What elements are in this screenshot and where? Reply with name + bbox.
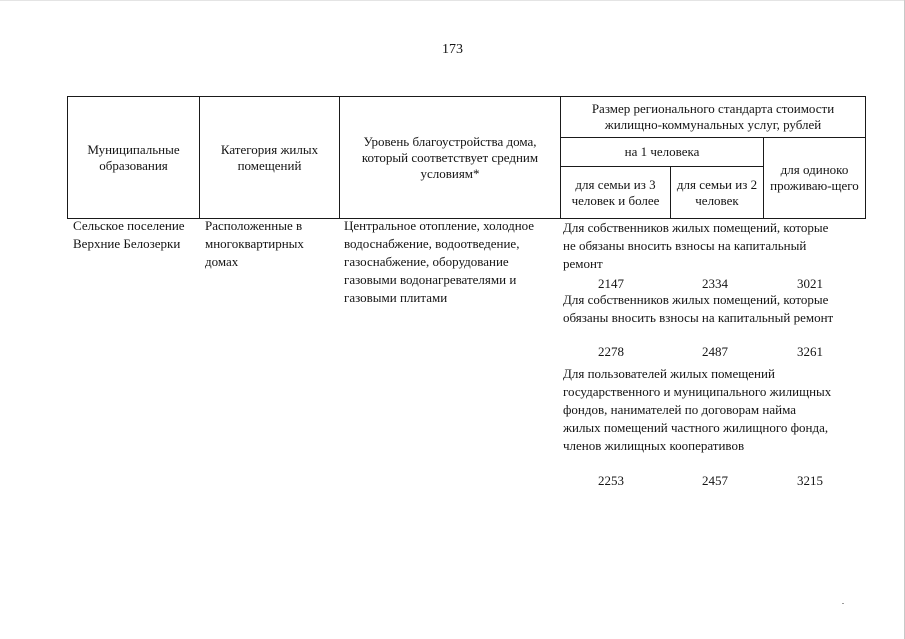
header-right-border <box>865 96 866 219</box>
group-label-3: Для пользователей жилых помещений государственного и муниципального жилищных фондов, нанимателей по договорам найма жилых помещений частного жилищного фонда, членов жилищных кооперативов <box>563 366 832 453</box>
header-family3: для семьи из 3 человек и более <box>571 176 660 208</box>
value-family2-1: 2334 <box>702 276 728 291</box>
cell-level: Центральное отопление, холодное водоснабжение, водоотведение, газоснабжение, оборудование газовыми водонагревателями и газовыми плитами <box>344 218 535 305</box>
header-standard: Размер регионального стандарта стоимости жилищно-коммунальных услуг, рублей <box>591 101 835 132</box>
header-family2: для семьи из 2 человек <box>676 176 758 208</box>
value-family2-2: 2487 <box>702 344 728 359</box>
value-single-1: 3021 <box>797 276 823 291</box>
group-label-2: Для собственников жилых помещений, которые обязаны вносить взносы на капитальный ремонт <box>563 292 834 325</box>
value-family3-2: 2278 <box>598 344 624 359</box>
value-family3-3: 2253 <box>598 473 624 488</box>
value-family3-1: 2147 <box>598 276 624 291</box>
scan-speck <box>842 603 844 604</box>
cell-category: Расположенные в многоквартирных домах <box>205 218 304 269</box>
header-single: для одиноко проживаю-щего <box>770 162 859 193</box>
group-label-1: Для собственников жилых помещений, которые не обязаны вносить взносы на капитальный ремонт <box>563 220 829 271</box>
header-level: Уровень благоустройства дома, который соответствует средним условиям* <box>361 133 539 181</box>
header-municipality: Муниципальные образования <box>87 141 180 173</box>
header-category: Категория жилых помещений <box>220 141 319 173</box>
scan-top-edge <box>0 0 905 1</box>
page-number: 173 <box>442 42 463 57</box>
header-per-person: на 1 человека <box>624 144 700 159</box>
value-single-3: 3215 <box>797 473 823 488</box>
value-family2-3: 2457 <box>702 473 728 488</box>
cell-municipality: Сельское поселение Верхние Белозерки <box>73 218 185 251</box>
value-single-2: 3261 <box>797 344 823 359</box>
